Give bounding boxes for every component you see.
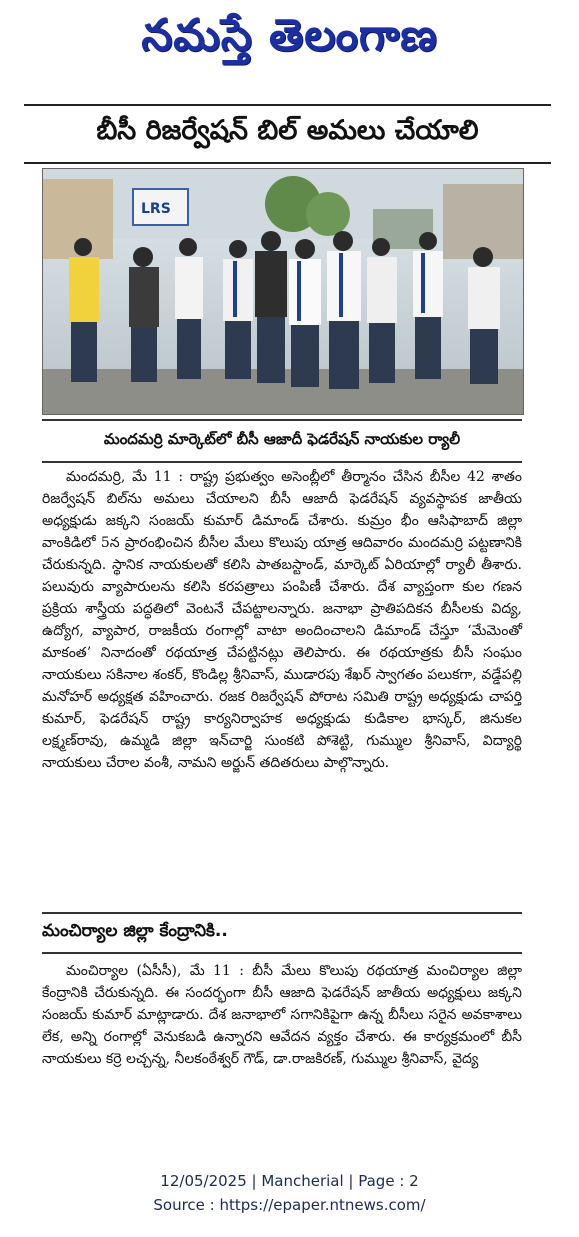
divider bbox=[24, 104, 551, 106]
rally-photo-illustration bbox=[43, 169, 523, 414]
divider bbox=[24, 162, 551, 164]
news-photo bbox=[42, 168, 524, 415]
banner-text: LRS bbox=[141, 201, 171, 217]
masthead bbox=[0, 0, 579, 82]
edition-info: 12/05/2025 | Mancherial | Page : 2 bbox=[160, 1172, 419, 1190]
headline: బీసీ రిజర్వేషన్ బిల్ అమలు చేయాలి bbox=[96, 115, 479, 146]
article-body-2 bbox=[42, 960, 522, 1160]
newspaper-title: నమస్తే తెలంగాణ bbox=[141, 10, 438, 61]
article-body bbox=[42, 466, 522, 906]
photo-caption: మందమర్రి మార్కెట్‌లో బీసీ ఆజాదీ ఫెడరేషన్ నాయకుల ర్యాలీ bbox=[42, 419, 522, 463]
section-subheading: మంచిర్యాల జిల్లా కేంద్రానికి.. bbox=[42, 912, 522, 954]
article-paragraph: మంచిర్యాల (ఏసీసీ), మే 11 : బీసీ మేలు కొలుపు రథయాత్ర మంచిర్యాల జిల్లా కేంద్రానికి చేరుకున్నది. ఈ సందర్భంగా బీసీ ఆజాది ఫెడరేషన్ జాతీయ అధ్యక్షులు జక్కని సంజయ్ కుమార్ మాట్లాడారు. దేశ జనాభాలో సగానికిపైగా ఉన్న బీసీలు సరైన అవకాశాలు లేక, అన్ని రంగాల్లో వెనుకబడి ఉన్నారని ఆవేదన వ్యక్తం చేశారు. ఈ కార్యక్రమంలో బీసీ నాయకులు కర్రె లచ్చన్న, నీలకంఠేశ్వర్ గౌడ్, డా.రాజకిరణ్, గుమ్ముల శ్రీనివాస్, వైద్య bbox=[42, 963, 522, 1067]
article-paragraph: మందమర్రి, మే 11 : రాష్ట్ర ప్రభుత్వం అసెంబ్లీలో తీర్మానం చేసిన బీసీల 42 శాతం రిజర్వేషన్ బిల్‌ను అమలు చేయాలని బీసీ ఆజాదీ ఫెడరేషన్ వ్యవస్థాపక జాతీయ అధ్యక్షుడు జక్కని సంజయ్ కుమార్ డిమాండ్ చేశారు. కుమ్రం భీం ఆసిఫాబాద్ జిల్లా వాంకిడిలో 5న ప్రారంభించిన బీసీల మేలు కొలుపు యాత్ర ఆదివారం మందమర్రి పట్టణానికి చేరుకున్నది. స్థానిక నాయకులతో కలిసి పాతబస్టాండ్, మార్కెట్ ఏరియాల్లో ర్యాలీ తీశారు. పలువురు వ్యాపారులను కలిసి కరపత్రాలు పంపిణీ చేశారు. దేశ వ్యాప్తంగా కుల గణన ప్రక్రియ శాస్త్రీయ పద్ధతిలో వెంటనే చేపట్టాలన్నారు. జనాభా ప్రాతిపదికన బీసీలకు విద్య, ఉద్యోగ, వ్యాపార, రాజకీయ రంగాల్లో వాటా అందించాలని డిమాండ్ చేస్తూ ‘మేమెంతో మాకంత’ నినాదంతో రథయాత్ర చేపట్టినట్లు తెలిపారు. ఈ రథయాత్రకు బీసీ సంఘం నాయకులు సకినాల శంకర్, కొండిల్ల శ్రీనివాస్, ముడారపు శేఖర్ స్వాగతం పలుకగా, వడ్డేపల్లి మనోహర్ అధ్యక్షత వహించారు. రజక రిజర్వేషన్ పోరాట సమితి రాష్ట్ర అధ్యక్షుడు చాపర్తి కుమార్, ఫెడరేషన్ రాష్ట్ర కార్యనిర్వాహక అధ్యక్షుడు కుడికాల భాస్కర్, జినుకల లక్ష్మణ్‌రావు, ఉమ్మడి జిల్లా ఇన్‌చార్జి సుంకటి పోశెట్టి, గుమ్ముల శ్రీనివాస్, విద్యార్థి నాయకులు చేరాల వంశీ, నామని అర్జున్ తదితరులు పాల్గొన్నారు. bbox=[42, 469, 522, 771]
marchers bbox=[69, 231, 500, 389]
source-link[interactable]: Source : https://epaper.ntnews.com/ bbox=[153, 1196, 426, 1214]
